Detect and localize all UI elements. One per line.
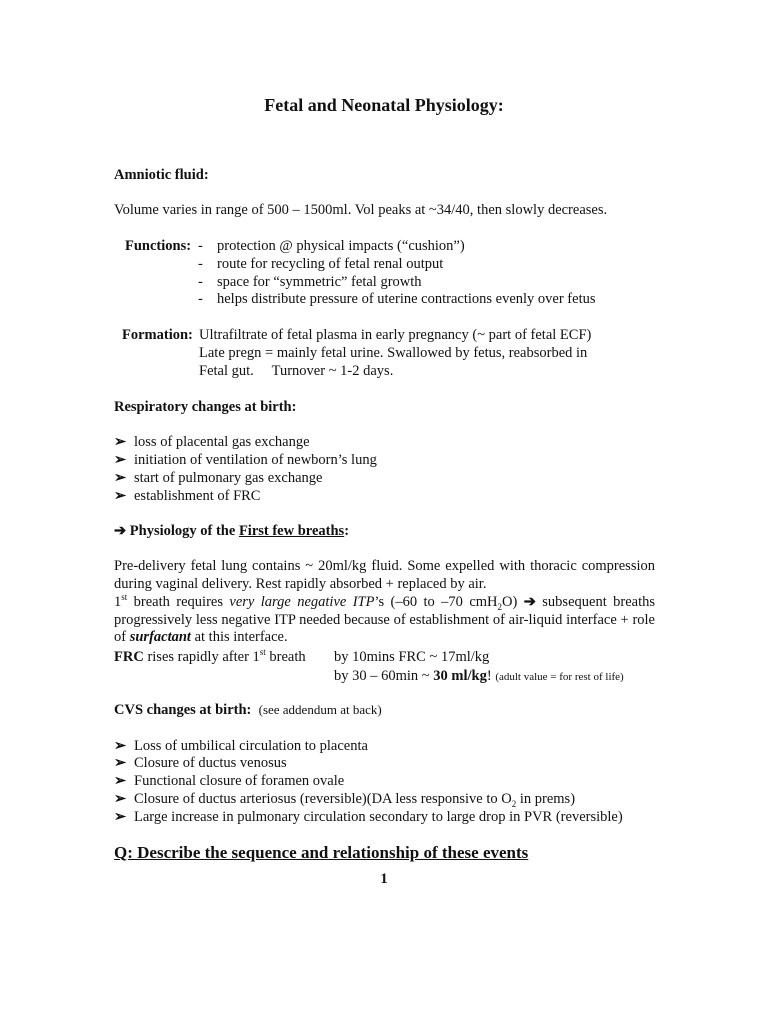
functions-dash: - (198, 256, 203, 272)
bold-italic-text: surfactant (129, 629, 191, 645)
breaths-heading-prefix: Physiology of the (129, 523, 239, 539)
list-item-text: Loss of umbilical circulation to placenta (134, 738, 368, 754)
arrowhead-bullet-icon: ➢ (114, 452, 127, 468)
arrowhead-bullet-icon: ➢ (114, 488, 127, 504)
list-item-text: establishment of FRC (134, 488, 261, 504)
function-item: protection @ physical impacts (“cushion”) (217, 238, 465, 254)
frc-line (114, 648, 306, 666)
subscript: 2 (497, 601, 503, 612)
amniotic-volume: Volume varies in range of 500 – 1500ml. Vol peaks at ~34/40, then slowly decreases. (114, 202, 608, 218)
italic-text: very large negative ITP (229, 594, 375, 610)
cvs-heading-note: (see addendum at back) (258, 702, 382, 717)
right-arrow-icon: ➔ (523, 594, 536, 610)
list-item (114, 487, 260, 505)
text-span: 1 (114, 594, 122, 610)
breaths-heading-suffix: : (344, 523, 350, 539)
list-item-text: initiation of ventilation of newborn’s lung (134, 452, 377, 468)
text-span: breath requires (127, 594, 230, 610)
list-item-text: Functional closure of foramen ovale (134, 773, 345, 789)
frc-label: FRC (114, 649, 144, 665)
arrowhead-bullet-icon: ➢ (114, 791, 127, 807)
frc-10min: by 10mins FRC ~ 17ml/kg (334, 649, 490, 665)
text-span: rises rapidly after 1 (143, 649, 260, 665)
bold-text: 30 ml/kg (433, 668, 487, 684)
function-item: space for “symmetric” fetal growth (217, 274, 422, 290)
text-span: ! (486, 668, 496, 684)
list-item (114, 469, 322, 487)
functions-dash: - (198, 274, 203, 290)
frc-30min (334, 667, 624, 686)
cvs-heading (114, 701, 382, 719)
list-item-text: Closure of ductus arteriosus (reversible)(DA less responsive to O (134, 791, 512, 807)
text-span: at this interface. (190, 629, 288, 645)
functions-label: Functions: (125, 238, 192, 254)
formation-label: Formation: (122, 327, 193, 343)
function-item: route for recycling of fetal renal output (217, 256, 444, 272)
arrowhead-bullet-icon: ➢ (114, 809, 127, 825)
page-number: 1 (380, 871, 388, 887)
functions-dash: - (198, 291, 203, 307)
list-item (114, 790, 575, 808)
list-item (114, 808, 623, 826)
list-item (114, 754, 287, 772)
formation-line: Late pregn = mainly fetal urine. Swallowed by fetus, reabsorbed in (199, 345, 588, 361)
breaths-paragraph-1: Pre-delivery fetal lung contains ~ 20ml/kg fluid. Some expelled with thoracic compression during vaginal delivery. Rest rapidly absorbed + replaced by air. (114, 558, 655, 592)
right-arrow-icon: ➔ (114, 523, 130, 539)
arrowhead-bullet-icon: ➢ (114, 738, 127, 754)
list-item-text: loss of placental gas exchange (134, 434, 310, 450)
text-span: breath (265, 649, 306, 665)
functions-dash: - (198, 238, 203, 254)
amniotic-heading: Amniotic fluid: (114, 167, 209, 183)
list-item-text: start of pulmonary gas exchange (134, 470, 323, 486)
breaths-heading-underlined: First few breaths (238, 523, 345, 539)
page-title: Fetal and Neonatal Physiology: (264, 95, 504, 115)
list-item (114, 433, 310, 451)
cvs-heading-text: CVS changes at birth: (114, 702, 252, 718)
formation-line: Fetal gut. Turnover ~ 1-2 days. (199, 363, 394, 379)
superscript: st (259, 647, 266, 658)
list-item-text: Closure of ductus venosus (134, 755, 287, 771)
list-item-text: in prems) (516, 791, 576, 807)
function-item: helps distribute pressure of uterine contractions evenly over fetus (217, 291, 596, 307)
small-note: (adult value = for rest of life) (495, 671, 624, 683)
list-item (114, 772, 344, 790)
list-item (114, 451, 377, 469)
text-span: by 30 – 60min ~ (334, 668, 434, 684)
arrowhead-bullet-icon: ➢ (114, 470, 127, 486)
respiratory-heading: Respiratory changes at birth: (114, 399, 297, 415)
text-span: subsequent breaths progressively less negative ITP needed because of establishment of air-liquid interface + role of (114, 594, 655, 645)
arrowhead-bullet-icon: ➢ (114, 773, 127, 789)
arrowhead-bullet-icon: ➢ (114, 755, 127, 771)
superscript: st (121, 592, 128, 603)
breaths-heading (114, 522, 349, 540)
text-span: ’s (–60 to –70 cmH (374, 594, 498, 610)
list-item (114, 737, 368, 755)
formation-line: Ultrafiltrate of fetal plasma in early pregnancy (~ part of fetal ECF) (199, 327, 592, 343)
arrowhead-bullet-icon: ➢ (114, 434, 127, 450)
question-heading: Q: Describe the sequence and relationship of these events (114, 843, 529, 862)
list-item-text: Large increase in pulmonary circulation secondary to large drop in PVR (reversible) (134, 809, 623, 825)
text-span: O) (502, 594, 524, 610)
breaths-paragraph-2 (114, 594, 655, 647)
subscript: 2 (511, 798, 517, 809)
